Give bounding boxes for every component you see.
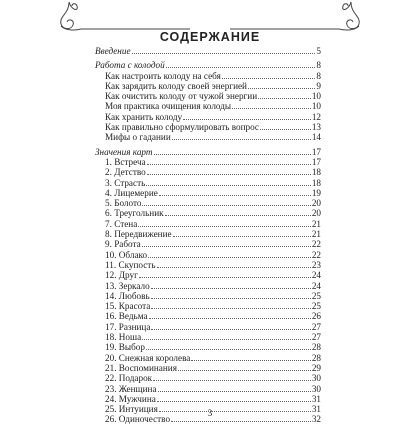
toc-item[interactable] bbox=[95, 157, 321, 167]
toc-page-number: 31 bbox=[311, 404, 321, 415]
toc-item-label: Как хранить колоду bbox=[105, 111, 183, 122]
toc-item[interactable] bbox=[95, 250, 321, 260]
toc-item-label: 5. Болото bbox=[105, 198, 142, 209]
ornament-frame-icon bbox=[55, 0, 365, 34]
toc-item-label: 3. Страсть bbox=[105, 177, 146, 188]
toc-page-number: 19 bbox=[311, 187, 321, 198]
toc-item-label: Как очистить колоду от чужой энергии bbox=[105, 91, 258, 102]
toc-page-number: 12 bbox=[311, 111, 321, 122]
toc-item-label: 21. Воспоминания bbox=[105, 362, 177, 373]
toc-item[interactable] bbox=[95, 91, 321, 101]
dot-leader bbox=[154, 147, 311, 155]
toc-page-number: 14 bbox=[311, 132, 321, 143]
dot-leader bbox=[142, 332, 311, 340]
dot-leader bbox=[151, 301, 310, 309]
dot-leader bbox=[146, 342, 311, 350]
toc-item-label: 20. Снежная королева bbox=[105, 352, 191, 363]
toc-page-number: 32 bbox=[311, 414, 321, 425]
toc-item-label: 12. Друг bbox=[105, 270, 138, 281]
dot-leader bbox=[147, 167, 311, 175]
toc-item-label: 15. Красота bbox=[105, 301, 151, 312]
dot-leader bbox=[132, 46, 316, 54]
page-number: 3 bbox=[207, 408, 213, 418]
toc-item[interactable] bbox=[95, 229, 321, 239]
toc-item[interactable] bbox=[95, 322, 321, 332]
dot-leader bbox=[138, 219, 311, 227]
dot-leader bbox=[151, 281, 311, 289]
toc-page-number: 25 bbox=[311, 290, 321, 301]
toc-page-number: 29 bbox=[311, 362, 321, 373]
toc-page-number: 23 bbox=[311, 259, 321, 270]
toc-page-number: 24 bbox=[311, 280, 321, 291]
dot-leader bbox=[248, 81, 315, 89]
toc-item-label: Как настроить колоду на себя bbox=[105, 70, 221, 81]
toc-page-number: 10 bbox=[311, 101, 321, 112]
toc-item[interactable] bbox=[95, 332, 321, 342]
dot-leader bbox=[166, 60, 316, 68]
toc-item[interactable] bbox=[95, 219, 321, 229]
dot-leader bbox=[151, 291, 311, 299]
toc-item-label: 17. Разница bbox=[105, 321, 151, 332]
dot-leader bbox=[157, 394, 311, 402]
page-title: СОДЕРЖАНИЕ bbox=[159, 30, 261, 44]
dot-leader bbox=[147, 157, 311, 165]
toc-item[interactable] bbox=[95, 71, 321, 81]
toc-item[interactable] bbox=[95, 363, 321, 373]
toc-item-label: 18. Ноша bbox=[105, 332, 142, 343]
toc-item-label: 6. Треугольник bbox=[105, 208, 164, 219]
toc-item[interactable] bbox=[95, 311, 321, 321]
dot-leader bbox=[158, 384, 311, 392]
toc-item-label: 13. Зеркало bbox=[105, 280, 150, 291]
dot-leader bbox=[151, 322, 310, 330]
toc-item[interactable] bbox=[95, 301, 321, 311]
toc-item-label: 11. Скупость bbox=[105, 259, 156, 270]
dot-leader bbox=[183, 112, 311, 120]
toc-page-number: 17 bbox=[311, 146, 321, 157]
toc-page-number: 22 bbox=[311, 239, 321, 250]
toc-item[interactable] bbox=[95, 239, 321, 249]
toc-item-label: 16. Ведьма bbox=[105, 311, 148, 322]
toc-page-number: 31 bbox=[311, 393, 321, 404]
toc-page-number: 13 bbox=[311, 122, 321, 133]
toc-item[interactable] bbox=[95, 353, 321, 363]
toc-item-label: 19. Выбор bbox=[105, 342, 145, 353]
toc-page-number: 21 bbox=[311, 229, 321, 240]
toc-item[interactable] bbox=[95, 188, 321, 198]
dot-leader bbox=[139, 270, 311, 278]
dot-leader bbox=[232, 101, 311, 109]
toc-page-number: 30 bbox=[311, 383, 321, 394]
toc-page-number: 28 bbox=[311, 352, 321, 363]
dot-leader bbox=[142, 198, 310, 206]
toc-section-label: Введение bbox=[95, 46, 131, 56]
toc-page-number: 26 bbox=[311, 311, 321, 322]
toc-page-number: 20 bbox=[311, 208, 321, 219]
toc-page-number: 9 bbox=[316, 80, 321, 91]
toc-page-number: 24 bbox=[311, 270, 321, 281]
toc-item-label: Моя практика очищения колоды bbox=[105, 101, 232, 112]
toc-item-label: Мифы о гадании bbox=[105, 132, 171, 143]
dot-leader bbox=[258, 91, 311, 99]
toc-page-number: 8 bbox=[316, 70, 321, 81]
toc-section-working-with-deck[interactable] bbox=[95, 60, 321, 70]
toc-item[interactable] bbox=[95, 178, 321, 188]
toc-item-label: 1. Встреча bbox=[105, 156, 146, 167]
toc-section-label: Значения карт bbox=[95, 146, 153, 157]
toc-page-number: 22 bbox=[311, 249, 321, 260]
toc-item-label: Как правильно сформулировать вопрос bbox=[105, 122, 259, 133]
dot-leader bbox=[142, 239, 311, 247]
toc-page-number: 17 bbox=[311, 156, 321, 167]
dot-leader bbox=[165, 208, 311, 216]
toc-page-number: 5 bbox=[316, 46, 321, 56]
toc-page-number: 30 bbox=[311, 373, 321, 384]
toc-page-number: 10 bbox=[311, 91, 321, 102]
dot-leader bbox=[149, 311, 311, 319]
toc-section-label: Работа с колодой bbox=[95, 60, 165, 71]
dot-leader bbox=[173, 229, 311, 237]
toc-page-number: 25 bbox=[311, 301, 321, 312]
dot-leader bbox=[153, 373, 311, 381]
dot-leader bbox=[159, 188, 311, 196]
toc-item[interactable] bbox=[95, 281, 321, 291]
toc-item[interactable] bbox=[95, 132, 321, 142]
toc-item-label: 26. Одиночество bbox=[105, 414, 171, 425]
toc-page-number: 8 bbox=[316, 60, 321, 71]
toc-page-number: 27 bbox=[311, 332, 321, 343]
toc-item[interactable] bbox=[95, 198, 321, 208]
toc-page-number: 20 bbox=[311, 198, 321, 209]
toc-item-label: 8. Передвижение bbox=[105, 229, 172, 240]
dot-leader bbox=[260, 122, 311, 130]
toc-page-number: 28 bbox=[311, 342, 321, 353]
toc-item-label: 2. Детство bbox=[105, 167, 146, 178]
toc-item[interactable] bbox=[95, 270, 321, 280]
dot-leader bbox=[148, 250, 311, 258]
toc-item-label: 25. Интуиция bbox=[105, 404, 158, 415]
toc-item[interactable] bbox=[95, 112, 321, 122]
toc-page-number: 21 bbox=[311, 218, 321, 229]
toc-item[interactable] bbox=[95, 81, 321, 91]
toc-item[interactable] bbox=[95, 373, 321, 383]
dot-leader bbox=[178, 363, 311, 371]
toc-page-number: 18 bbox=[311, 177, 321, 188]
toc-page-number: 18 bbox=[311, 167, 321, 178]
toc-item-label: 24. Мужчина bbox=[105, 393, 156, 404]
dot-leader bbox=[157, 260, 311, 268]
toc-section-card-meanings[interactable] bbox=[95, 147, 321, 157]
toc-item-label: 7. Стена bbox=[105, 218, 138, 229]
toc-item[interactable] bbox=[95, 101, 321, 111]
toc-page-number: 27 bbox=[311, 321, 321, 332]
toc-item[interactable] bbox=[95, 342, 321, 352]
toc-item-label: 9. Работа bbox=[105, 239, 141, 250]
toc-item[interactable] bbox=[95, 208, 321, 218]
toc-item-label: Как зарядить колоду своей энергией bbox=[105, 80, 247, 91]
toc-item-label: 4. Лицемерие bbox=[105, 187, 158, 198]
toc-item-label: 22. Подарок bbox=[105, 373, 153, 384]
toc-item[interactable] bbox=[95, 167, 321, 177]
toc-item[interactable] bbox=[95, 291, 321, 301]
toc-item[interactable] bbox=[95, 122, 321, 132]
toc-section-introduction[interactable] bbox=[95, 46, 321, 56]
dot-leader bbox=[172, 132, 311, 140]
toc-item[interactable] bbox=[95, 384, 321, 394]
dot-leader bbox=[191, 353, 310, 361]
dot-leader bbox=[222, 71, 316, 79]
toc-item[interactable] bbox=[95, 260, 321, 270]
table-of-contents bbox=[95, 46, 321, 425]
toc-item[interactable] bbox=[95, 394, 321, 404]
toc-item-label: 14. Любовь bbox=[105, 290, 150, 301]
dot-leader bbox=[146, 178, 311, 186]
toc-item-label: 10. Облако bbox=[105, 249, 148, 260]
toc-item-label: 23. Женщина bbox=[105, 383, 157, 394]
